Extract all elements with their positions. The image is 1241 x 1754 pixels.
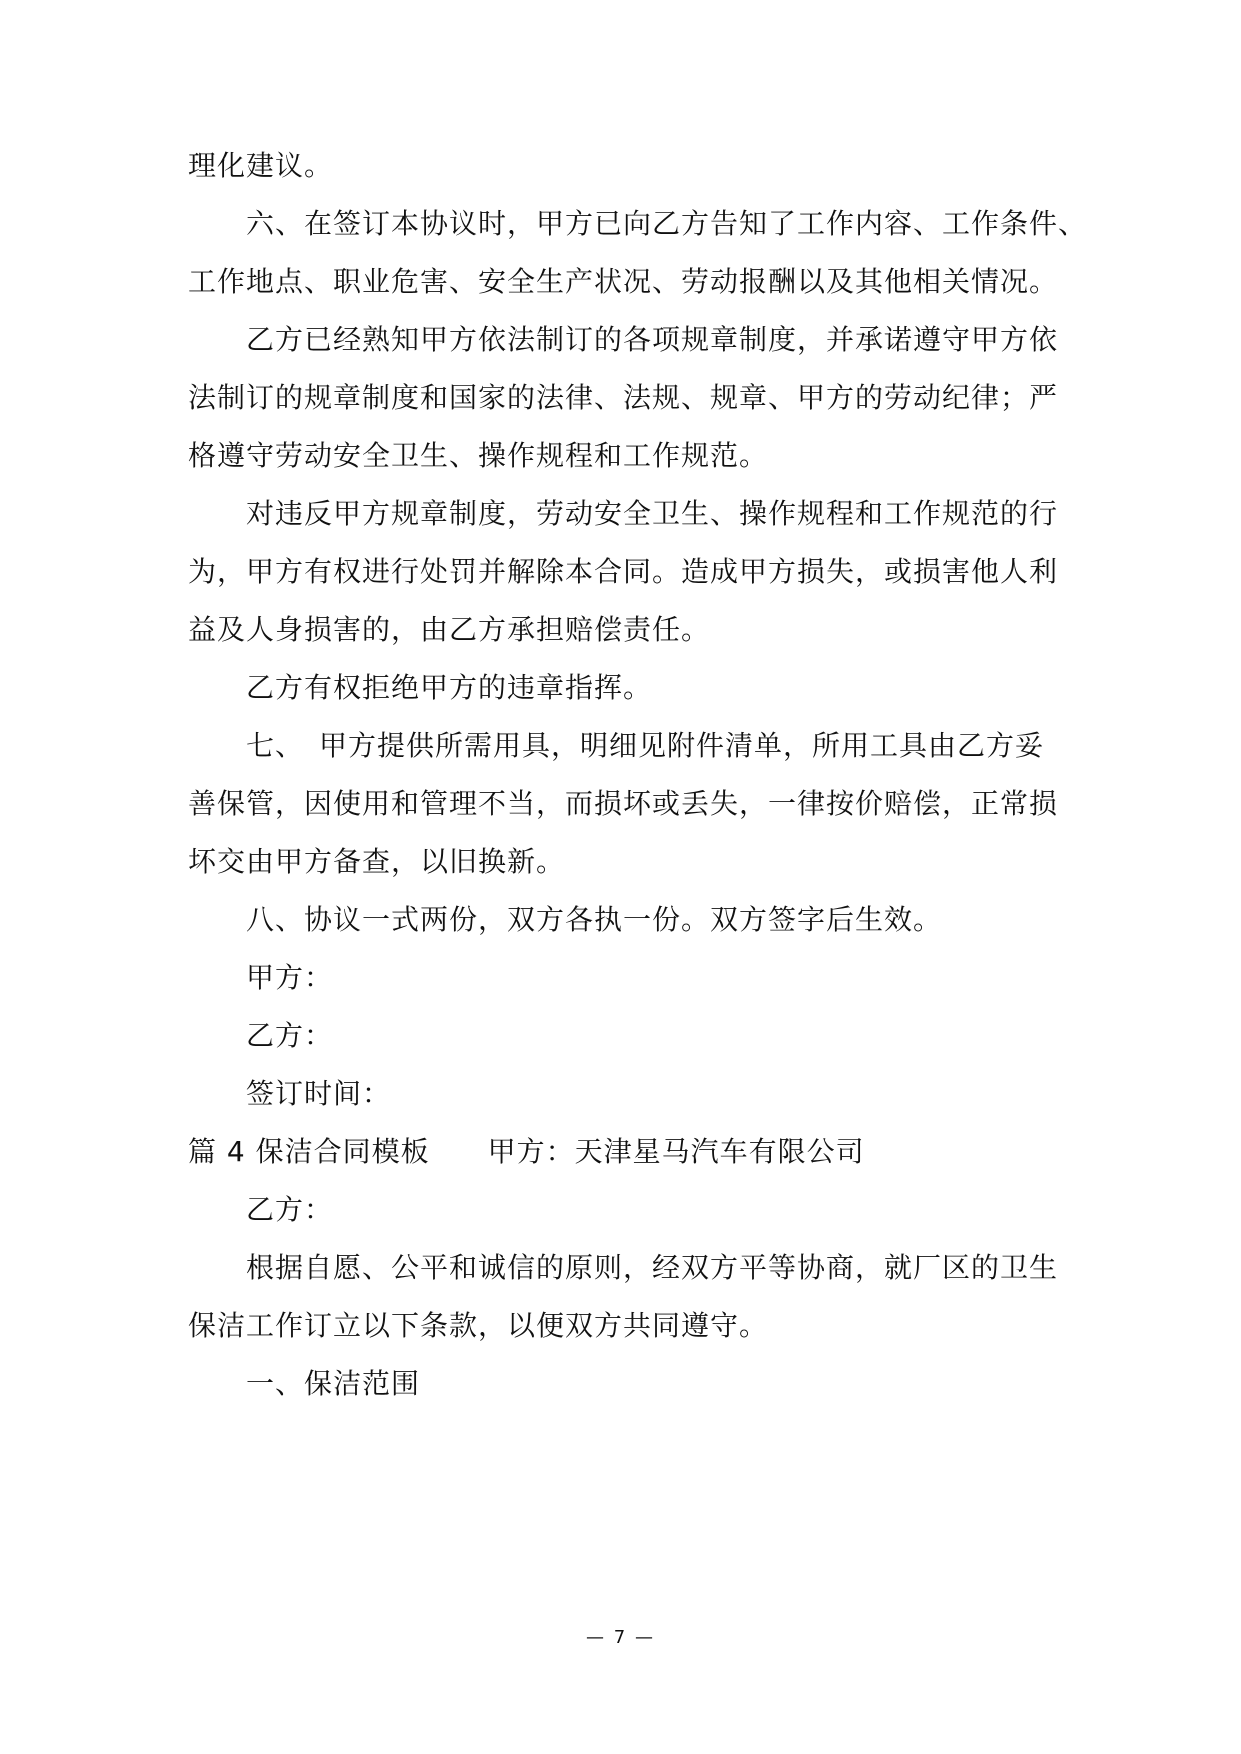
paragraph-line: 保洁工作订立以下条款，以便双方共同遵守。 xyxy=(188,1309,769,1342)
paragraph-line: 格遵守劳动安全卫生、操作规程和工作规范。 xyxy=(188,439,769,472)
paragraph-line: 坏交由甲方备查，以旧换新。 xyxy=(188,845,566,878)
page-number: — 7 — xyxy=(586,1627,655,1648)
paragraph-line: 为，甲方有权进行处罚并解除本合同。造成甲方损失，或损害他人利 xyxy=(188,555,1059,588)
paragraph-line: 对违反甲方规章制度，劳动安全卫生、操作规程和工作规范的行 xyxy=(246,497,1059,530)
section-party-a: 甲方：天津星马汽车有限公司 xyxy=(487,1135,865,1168)
signing-date: 签订时间： xyxy=(246,1077,392,1110)
paragraph-line: 善保管，因使用和管理不当，而损坏或丢失，一律按价赔偿，正常损 xyxy=(188,787,1059,820)
clause-heading: 一、保洁范围 xyxy=(246,1367,421,1400)
section-heading xyxy=(188,1132,865,1172)
signature-party-a: 甲方： xyxy=(246,961,334,994)
paragraph-line: 法制订的规章制度和国家的法律、法规、规章、甲方的劳动纪律；严 xyxy=(188,381,1059,414)
paragraph-line: 根据自愿、公平和诚信的原则，经双方平等协商，就厂区的卫生 xyxy=(246,1251,1059,1284)
section-party-b: 乙方： xyxy=(246,1193,334,1226)
paragraph-line: 六、在签订本协议时，甲方已向乙方告知了工作内容、工作条件、 xyxy=(246,207,1088,240)
signature-party-b: 乙方： xyxy=(246,1019,334,1052)
paragraph-line: 七、 甲方提供所需用具，明细见附件清单，所用工具由乙方妥 xyxy=(246,729,1045,762)
paragraph-line: 益及人身损害的，由乙方承担赔偿责任。 xyxy=(188,613,711,646)
paragraph-line: 乙方有权拒绝甲方的违章指挥。 xyxy=(246,671,653,704)
paragraph-line: 理化建议。 xyxy=(188,149,334,182)
section-title: 篇 4 保洁合同模板 xyxy=(188,1135,430,1168)
paragraph-line: 乙方已经熟知甲方依法制订的各项规章制度，并承诺遵守甲方依 xyxy=(246,323,1059,356)
paragraph-line: 八、协议一式两份，双方各执一份。双方签字后生效。 xyxy=(246,903,943,936)
paragraph-line: 工作地点、职业危害、安全生产状况、劳动报酬以及其他相关情况。 xyxy=(188,265,1059,298)
